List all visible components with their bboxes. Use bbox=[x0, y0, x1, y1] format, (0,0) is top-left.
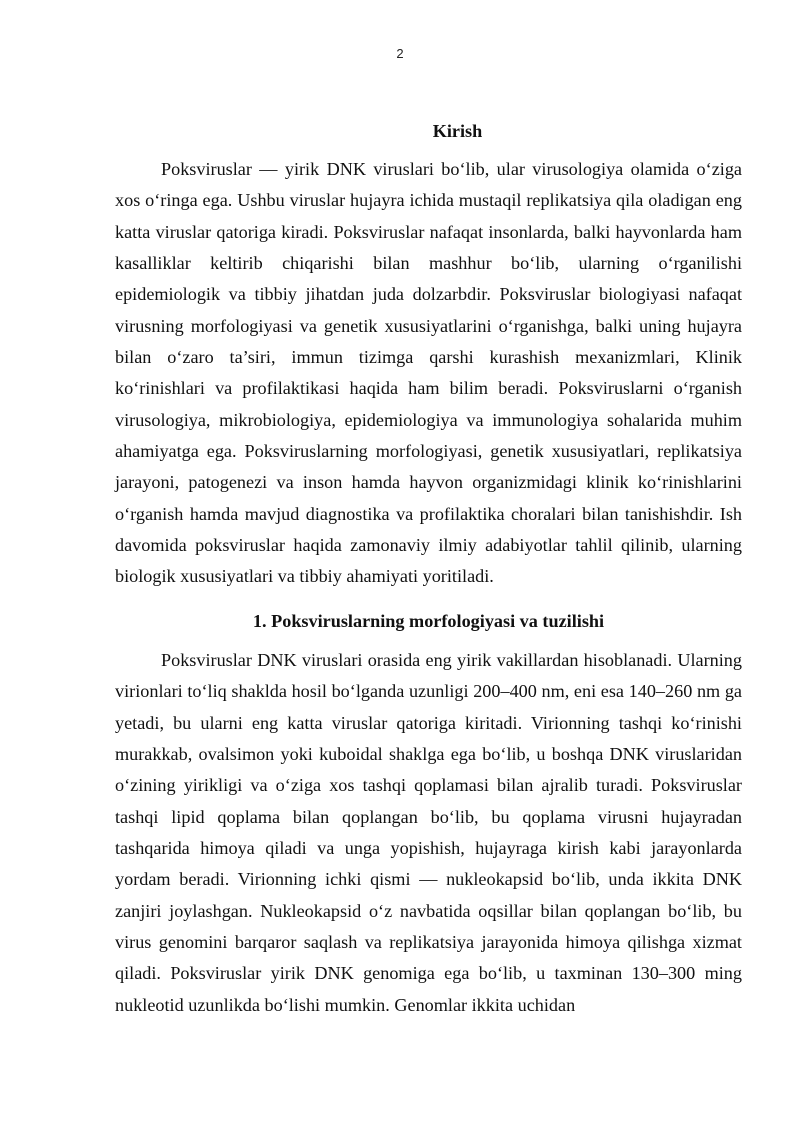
document-body bbox=[115, 118, 742, 1021]
section-heading-intro: Kirish bbox=[432, 121, 483, 141]
paragraph-morphology: Poksviruslar DNK viruslari orasida eng yirik vakillardan hisoblanadi. Ularning virionlari to‘liq shaklda hosil bo‘lganda uzunligi 200–400 nm, eni esa 140–260 nm ga yetadi, bu ularni eng katta viruslar qatoriga kiritadi. Virionning tashqi ko‘rinishi murakkab, ovalsimon yoki kuboidal shaklga ega bo‘lib, u boshqa DNK viruslaridan o‘zining yirikligi va o‘ziga xos tashqi qoplamasi bilan ajralib turadi. Poksviruslar tashqi lipid qoplama bilan qoplangan bo‘lib, bu qoplama virusni hujayradan tashqarida himoya qiladi va unga yopishish, hujayraga kirish kabi jarayonlarda yordam beradi. Virionning ichki qismi — nukleokapsid bo‘lib, unda ikkita DNK zanjiri joylashgan. Nukleokapsid o‘z navbatida oqsillar bilan qoplangan bo‘lib, bu virus genomini barqaror saqlash va replikatsiya jarayonida himoya qilishga xizmat qiladi. Poksviruslar yirik DNK genomiga ega bo‘lib, u taxminan 130–300 ming nukleotid uzunlikda bo‘lishi mumkin. Genomlar ikkita uchidan bbox=[115, 649, 742, 1015]
page-number: 2 bbox=[396, 46, 404, 61]
paragraph-intro: Poksviruslar — yirik DNK viruslari bo‘lib, ular virusologiya olamida o‘ziga xos o‘ringa ega. Ushbu viruslar hujayra ichida mustaqil replikatsiya qila oladigan eng katta viruslar qatoriga kiradi. Poksviruslar nafaqat insonlarda, balki hayvonlarda ham kasalliklar keltirib chiqarishi bilan mashhur bo‘lib, ularning o‘rganilishi epidemiologik va tibbiy jihatdan juda dolzarbdir. Poksviruslar biologiyasi nafaqat virusning morfologiyasi va genetik xususiyatlarini o‘rganishga, balki uning hujayra bilan o‘zaro ta’siri, immun tizimga qarshi kurashish mexanizmlari, Klinik ko‘rinishlari va profilaktikasi haqida ham bilim beradi. Poksviruslarni o‘rganish virusologiya, mikrobiologiya, epidemiologiya va immunologiya sohalarida muhim ahamiyatga ega. Poksviruslarning morfologiyasi, genetik xususiyatlari, replikatsiya jarayoni, patogenezi va inson hamda hayvon organizmidagi klinik ko‘rinishlarini o‘rganish hamda mavjud diagnostika va profilaktika choralari bilan tanishishdir. Ish davomida poksviruslar haqida zamonaviy ilmiy adabiyotlar tahlil qilinib, ularning biologik xususiyatlari va tibbiy ahamiyati yoritiladi. bbox=[115, 159, 742, 587]
section-heading-morphology: 1. Poksviruslarning morfologiyasi va tuzilishi bbox=[252, 610, 605, 631]
